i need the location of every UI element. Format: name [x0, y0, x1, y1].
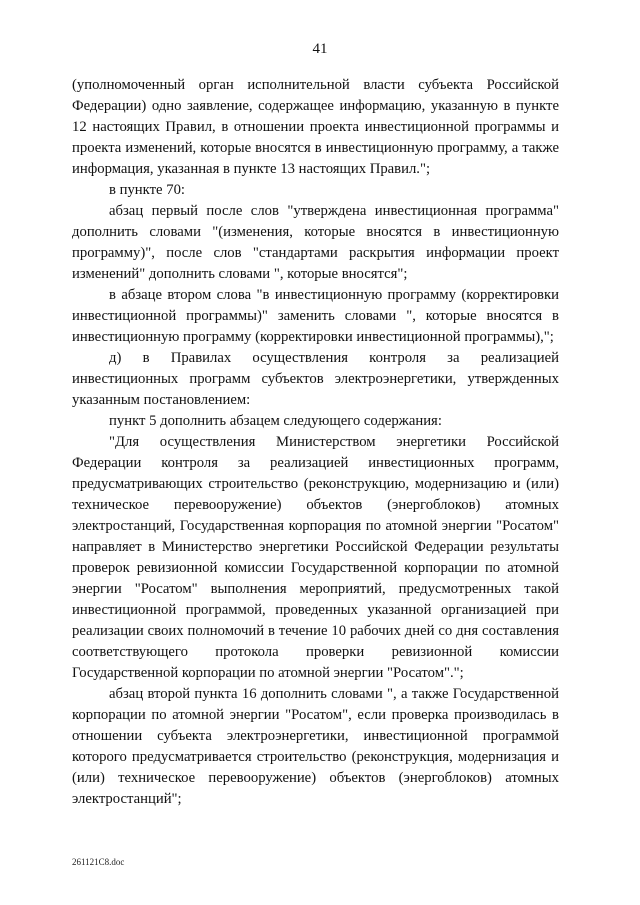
paragraph-continuation: (уполномоченный орган исполнительной власти субъекта Российской Федерации) одно заявление, содержащее информацию, указанную в пункте 12 настоящих Правил, в отношении проекта инвестиционной программы и проекта изменений, которые вносятся в инвестиционную программу, а также информация, указанная в пункте 13 настоящих Правил.";	[72, 77, 559, 177]
footer-filename: 261121C8.doc	[72, 857, 125, 867]
paragraph-second-abzac: в абзаце втором слова "в инвестиционную программу (корректировки инвестиционной программы)" заменить словами ", которые вносятся в инвестиционную программу (корректировки инвестиционной программы),";	[72, 287, 559, 345]
paragraph-item-70: в пункте 70:	[109, 182, 185, 198]
paragraph-quoted-text: "Для осуществления Министерством энергетики Российской Федерации контроля за реализацией инвестиционных программ, предусматривающих строительство (реконструкцию, модернизацию и (или) техническое перевооружение) объектов (энергоблоков) атомных электростанций, Государственная корпорация по атомной энергии "Росатом" направляет в Министерство энергетики Российской Федерации результаты проверок ревизионной комиссии Государственной корпорации по атомной энергии "Росатом" выполнения мероприятий, предусмотренных такой инвестиционной программой, проведенных указанной организацией при реализации своих полномочий в течение 10 рабочих дней со дня составления соответствующего протокола проверки ревизионной комиссии Государственной корпорации по атомной энергии "Росатом".";	[72, 434, 559, 681]
paragraph-first-abzac: абзац первый после слов "утверждена инвестиционная программа" дополнить словами "(изменения, которые вносятся в инвестиционную программу)", после слов "стандартами раскрытия информации проект изменений" дополнить словами ", которые вносятся";	[72, 203, 559, 282]
document-body	[72, 75, 559, 810]
paragraph-item-16: абзац второй пункта 16 дополнить словами ", а также Государственной корпорации по атомной энергии "Росатом", если проверка производилась в отношении субъекта электроэнергетики, инвестиционной программой которого предусматривается строительство (реконструкция, модернизация и (или) техническое перевооружение) объектов (энергоблоков) атомных электростанций";	[72, 686, 559, 807]
paragraph-subitem-d: д) в Правилах осуществления контроля за реализацией инвестиционных программ субъектов электроэнергетики, утвержденных указанным постановлением:	[72, 350, 559, 408]
page-number: 41	[312, 41, 328, 57]
paragraph-item-5: пункт 5 дополнить абзацем следующего содержания:	[109, 413, 442, 429]
